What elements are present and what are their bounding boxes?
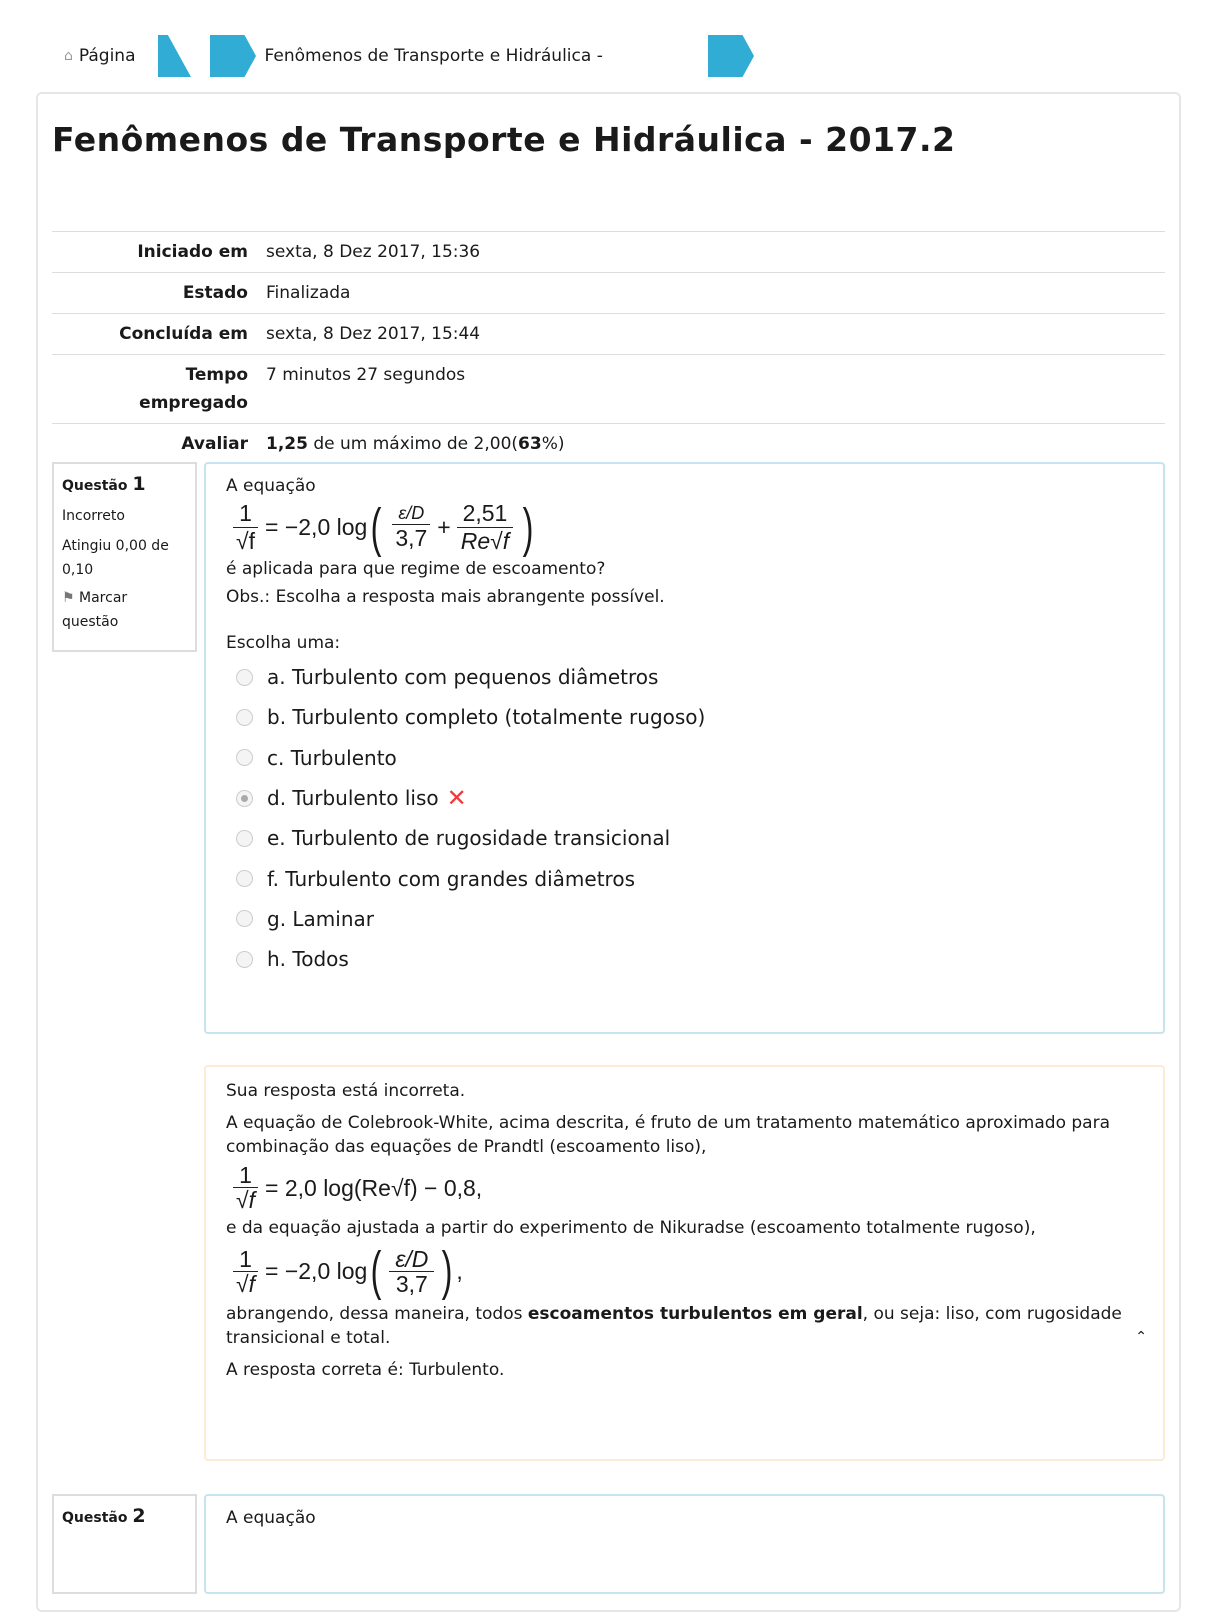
value: Finalizada: [266, 283, 351, 303]
answer-option[interactable]: [226, 858, 1143, 898]
question-text: é aplicada para que regime de escoamento?: [226, 559, 606, 579]
question-info: [52, 1494, 197, 1594]
option-label: f. Turbulento com grandes diâmetros: [267, 866, 635, 891]
answer-option[interactable]: [226, 818, 1143, 858]
question-info: [52, 462, 197, 652]
incorrect-icon: ✕: [446, 784, 467, 813]
home-icon: ⌂: [64, 48, 73, 64]
answer-options: [226, 657, 1143, 979]
attempt-summary: [52, 231, 1165, 464]
question-intro: A equação: [226, 476, 316, 496]
option-label: c. Turbulento: [267, 745, 397, 770]
feedback-text: e da equação ajustada a partir do experimento de Nikuradse (escoamento totalmente rugoso),: [226, 1218, 1036, 1238]
grade-value: 1,25 de um máximo de 2,00(63%): [266, 434, 565, 454]
radio-button[interactable]: [236, 669, 253, 686]
feedback-text: A equação de Colebrook-White, acima descrita, é fruto de um tratamento matemático aproximado para combinação das equações de Prandtl (escoamento liso),: [226, 1113, 1110, 1157]
answer-option[interactable]: [226, 697, 1143, 737]
question-content: [204, 462, 1165, 1034]
label: Tempo empregado: [139, 365, 248, 413]
nikuradse-equation: $\frac{1}{√f}$ = −2,0 log ( $\frac{\varepsilon/D}{3,7}$ ) ,: [226, 1244, 1143, 1298]
breadcrumb-course[interactable]: Fenômenos de Transporte e Hidráulica -: [264, 46, 603, 66]
question-intro: A equação: [226, 1508, 316, 1528]
radio-button[interactable]: [236, 830, 253, 847]
flag-icon: ⚑: [62, 590, 75, 606]
feedback-text: abrangendo, dessa maneira, todos escoamentos turbulentos em geral, ou seja: liso, com rugosidade transicional e total.: [226, 1304, 1122, 1348]
option-label: g. Laminar: [267, 906, 375, 931]
prandtl-equation: $\frac{1}{√f}$ = 2,0 log(Re√f) − 0,8,: [226, 1163, 1143, 1212]
label: Concluída em: [119, 324, 248, 344]
option-label: b. Turbulento completo (totalmente rugoso): [267, 705, 706, 730]
colebrook-equation: $\frac{1}{√f}$ = −2,0 log ( $\frac{\varepsilon/D}{3,7}$ + $\frac{2,51}{Re√f}$ ): [226, 500, 1143, 555]
radio-button[interactable]: [236, 709, 253, 726]
option-label: e. Turbulento de rugosidade transicional: [267, 826, 671, 851]
value: 7 minutos 27 segundos: [266, 365, 466, 385]
question-content: [204, 1494, 1165, 1594]
option-label: h. Todos: [267, 947, 349, 972]
answer-option[interactable]: [226, 657, 1143, 697]
option-label: d. Turbulento liso: [267, 786, 439, 811]
breadcrumb-home[interactable]: Página: [78, 46, 136, 66]
feedback-status: Sua resposta está incorreta.: [226, 1081, 466, 1101]
answer-option[interactable]: [226, 899, 1143, 939]
choose-label: Escolha uma:: [226, 633, 341, 653]
label: Estado: [182, 283, 248, 303]
page-title: Fenômenos de Transporte e Hidráulica - 2017.2: [52, 120, 956, 159]
label: Iniciado em: [137, 242, 248, 262]
radio-button[interactable]: [236, 870, 253, 887]
question-number: Questão 2: [62, 1505, 146, 1527]
question-note: Obs.: Escolha a resposta mais abrangente possível.: [226, 587, 665, 607]
radio-button[interactable]: [236, 910, 253, 927]
answer-option[interactable]: [226, 738, 1143, 778]
option-label: a. Turbulento com pequenos diâmetros: [267, 665, 659, 690]
feedback-box: [204, 1065, 1165, 1461]
flag-question-button[interactable]: ⚑ Marcar questão: [62, 590, 128, 630]
breadcrumb-separator-icon: [708, 35, 754, 77]
radio-button[interactable]: [236, 749, 253, 766]
correct-answer: A resposta correta é: Turbulento.: [226, 1360, 505, 1380]
answer-option[interactable]: [226, 778, 1143, 818]
value: sexta, 8 Dez 2017, 15:36: [266, 242, 481, 262]
question-number: Questão 1: [62, 473, 146, 495]
breadcrumb: [64, 34, 603, 78]
collapse-chevron-icon[interactable]: ⌃: [1135, 1329, 1147, 1345]
question-mark: Atingiu 0,00 de 0,10: [62, 538, 169, 578]
question-status: Incorreto: [62, 508, 125, 524]
answer-option[interactable]: [226, 939, 1143, 979]
radio-button[interactable]: [236, 951, 253, 968]
label: Avaliar: [181, 434, 248, 454]
radio-button[interactable]: [236, 790, 253, 807]
value: sexta, 8 Dez 2017, 15:44: [266, 324, 481, 344]
